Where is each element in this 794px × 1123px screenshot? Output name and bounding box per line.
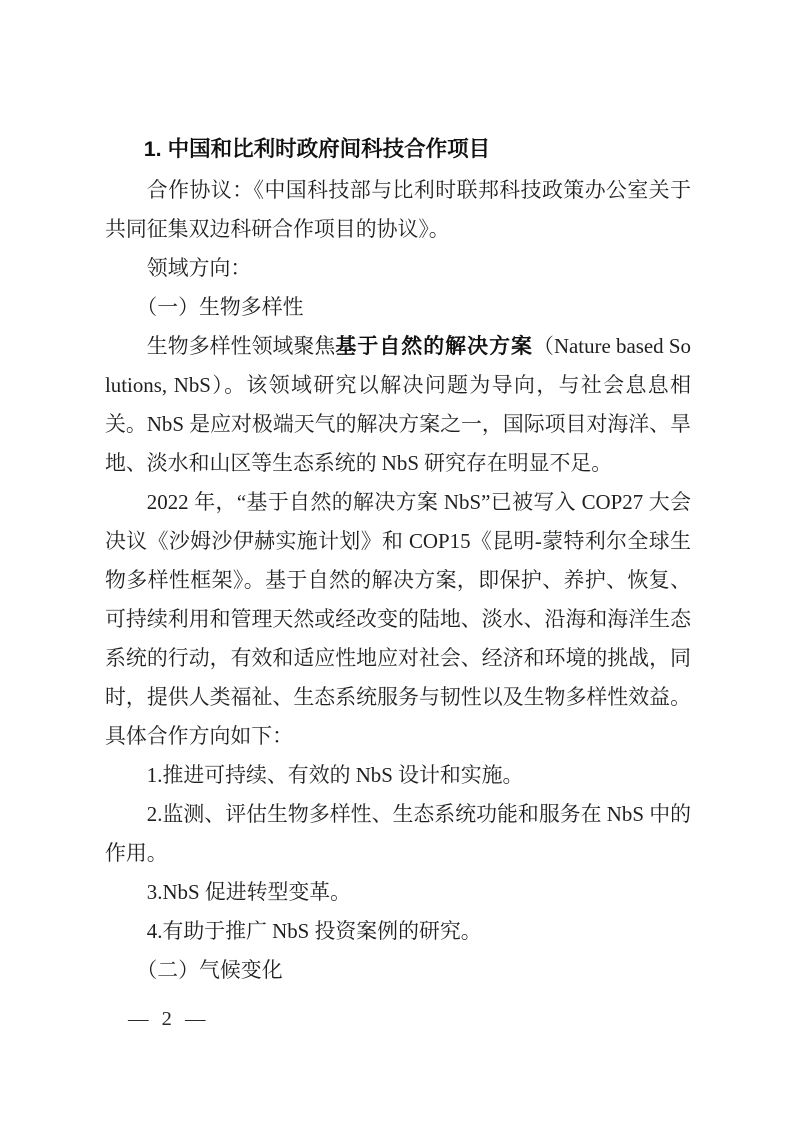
document-body bbox=[105, 127, 691, 990]
nbs-bold-phrase: 基于自然的解决方案 bbox=[335, 335, 533, 358]
paragraph-field-direction-label: 领域方向： bbox=[146, 256, 252, 280]
nbs-intro-pre-text: 生物多样性领域聚焦 bbox=[146, 334, 336, 358]
nbs-intro-post-text: （Nature based Solutions, NbS）。该领域研究以解决问题为导向，与社会息息相关。NbS 是应对极端天气的解决方案之一，国际项目对海洋、旱地、淡水和山区等生态系统的 NbS 研究存在明显不足。 bbox=[105, 334, 691, 475]
subsection-title-climate-change: （二）气候变化 bbox=[136, 958, 283, 982]
paragraph-cooperation-agreement: 合作协议：《中国科技部与比利时联邦科技政策办公室关于共同征集双边科研合作项目的协议》。 bbox=[105, 178, 691, 241]
list-item-1: 1.推进可持续、有效的 NbS 设计和实施。 bbox=[146, 763, 524, 787]
paragraph-nbs-intro bbox=[105, 327, 691, 483]
section-heading: 1. 中国和比利时政府间科技合作项目 bbox=[143, 137, 491, 161]
list-item-3: 3.NbS 促进转型变革。 bbox=[146, 880, 352, 904]
subsection-title-biodiversity: （一）生物多样性 bbox=[136, 295, 304, 319]
list-item-2: 2.监测、评估生物多样性、生态系统功能和服务在 NbS 中的作用。 bbox=[105, 802, 691, 865]
page-number: — 2 — bbox=[128, 1008, 210, 1030]
list-item-4: 4.有助于推广 NbS 投资案例的研究。 bbox=[146, 919, 482, 943]
paragraph-cop-background: 2022 年，“基于自然的解决方案 NbS”已被写入 COP27 大会决议《沙姆沙伊赫实施计划》和 COP15《昆明-蒙特利尔全球生物多样性框架》。基于自然的解决方案，即保护、养护、恢复、可持续利用和管理天然或经改变的陆地、淡水、沿海和海洋生态系统的行动，有效和适应性地应对社会、经济和环境的挑战，同时，提供人类福祉、生态系统服务与韧性以及生物多样性效益。具体合作方向如下： bbox=[105, 490, 691, 748]
